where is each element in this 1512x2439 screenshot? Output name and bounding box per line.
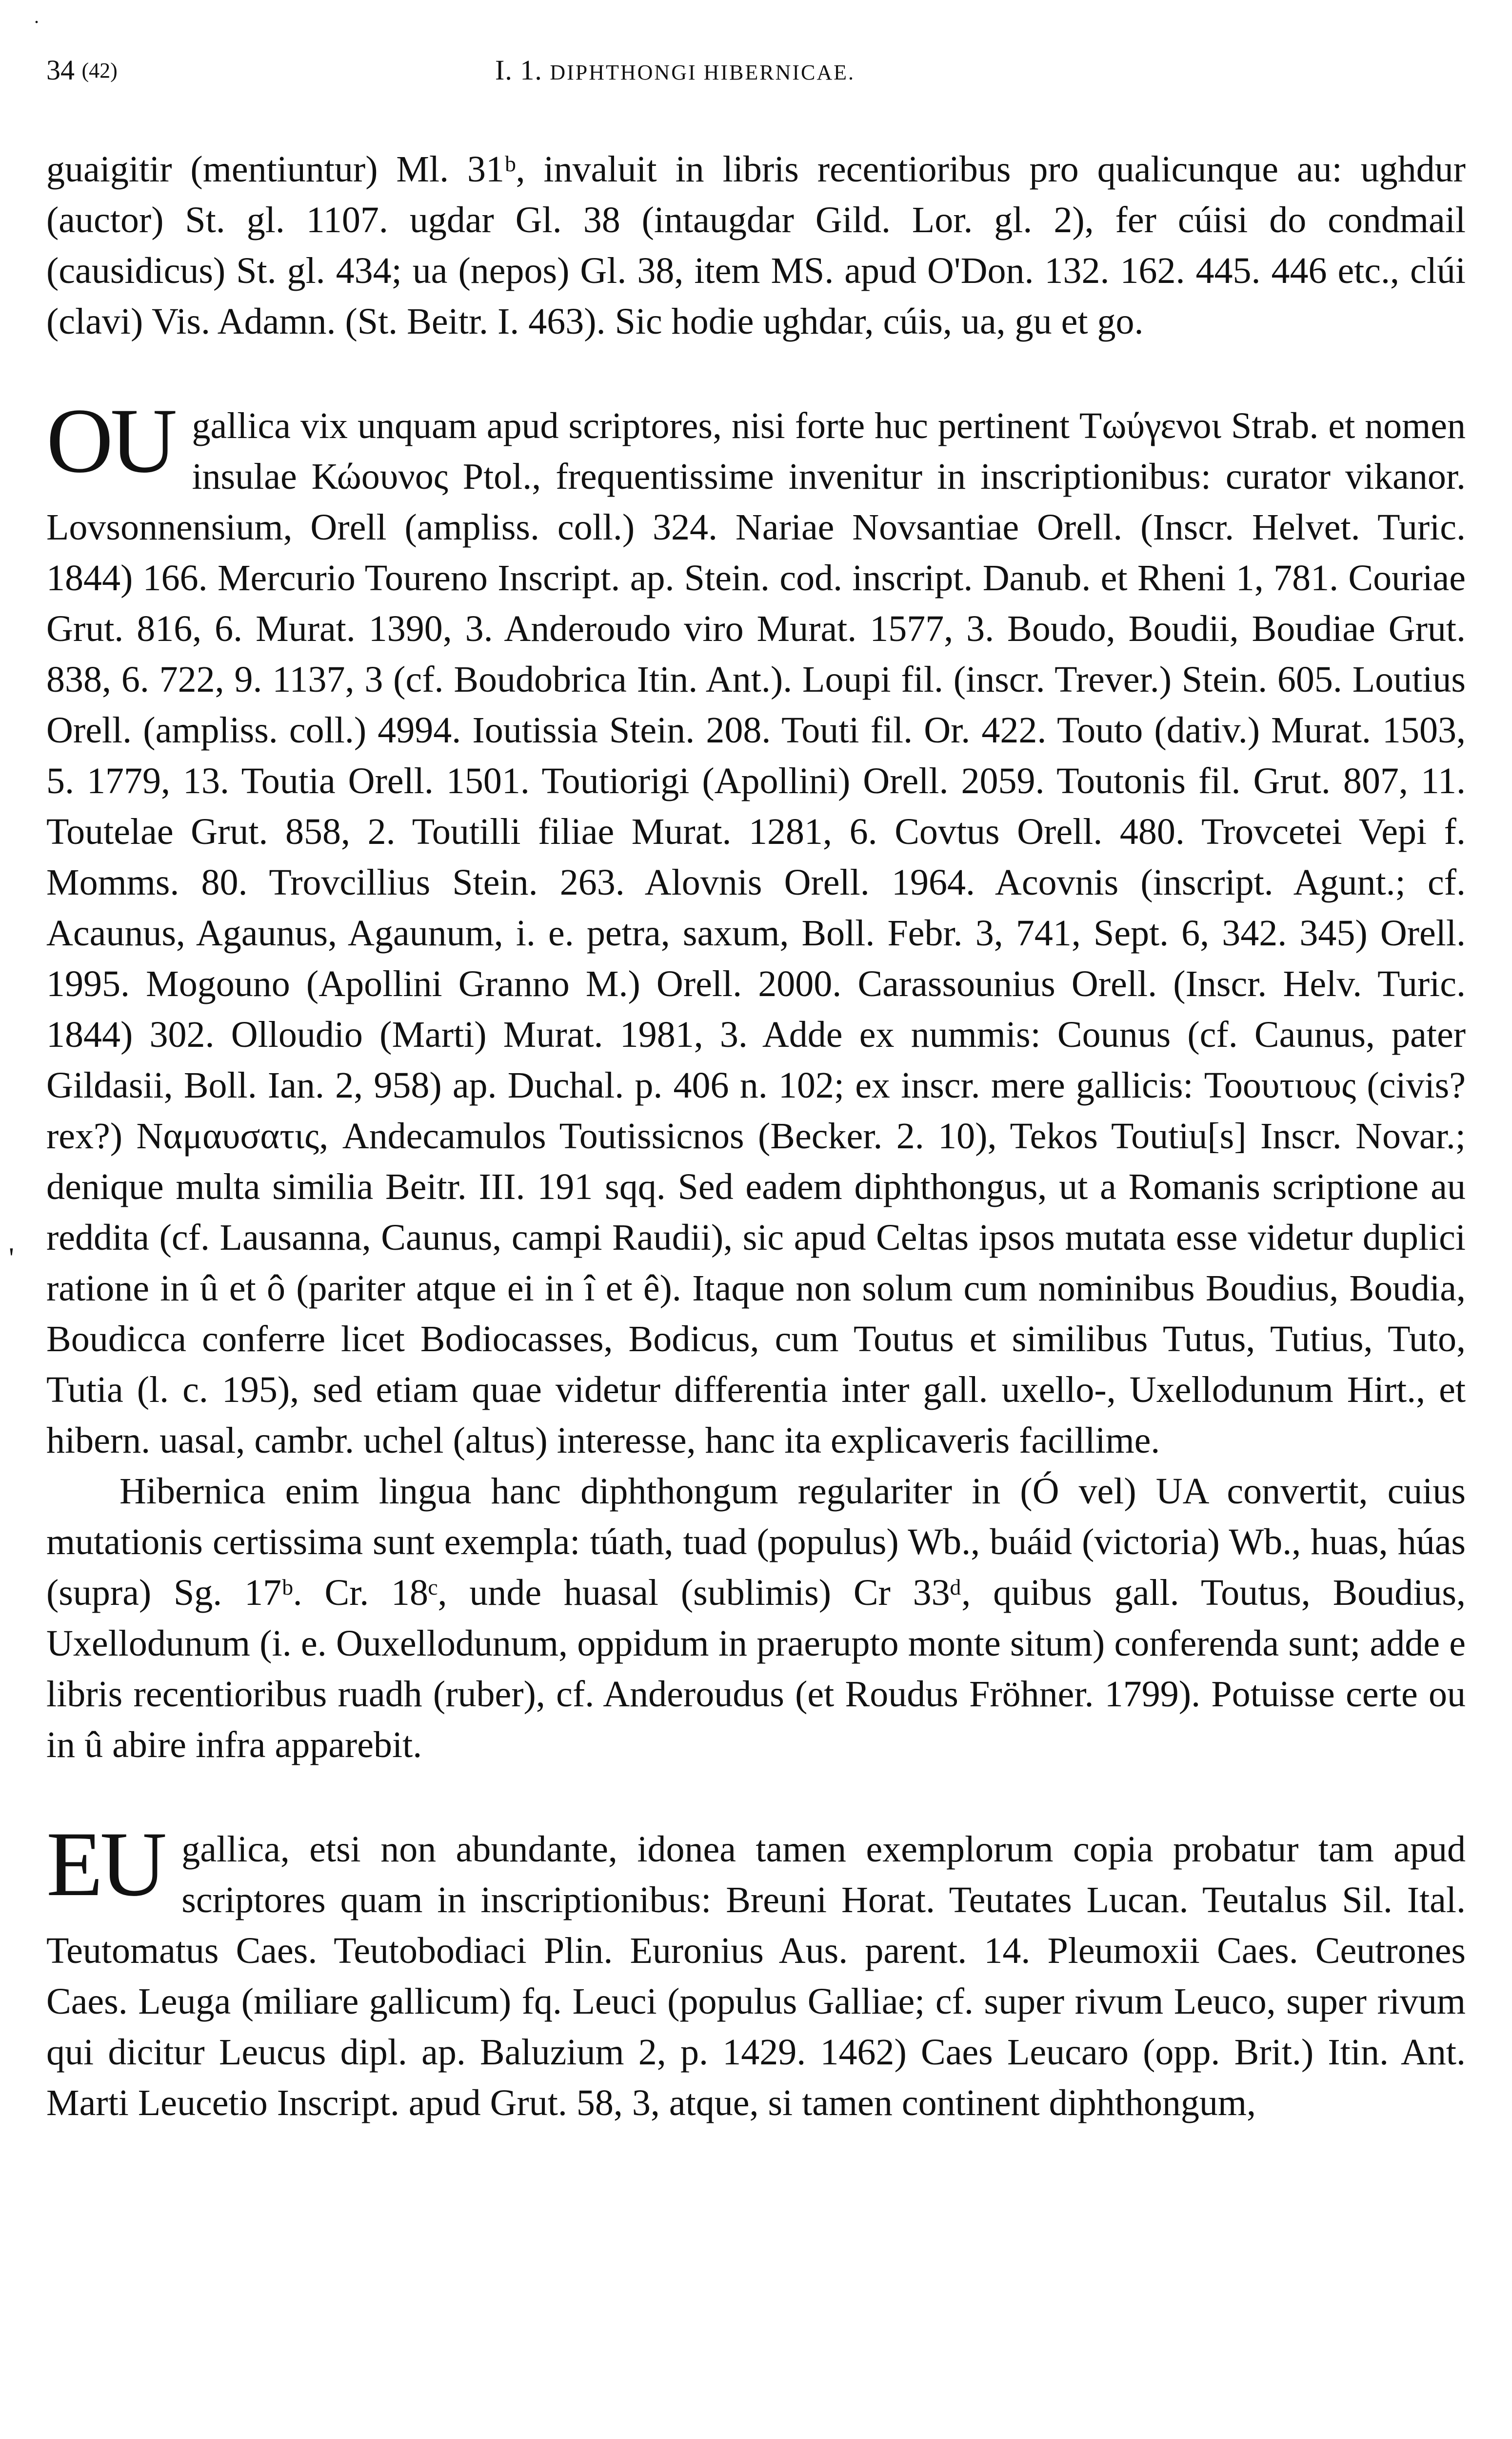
running-title xyxy=(495,54,855,86)
paragraph-eu: gallica, etsi non abundante, idonea tamen exemplorum copia probatur tam apud scriptores quam in inscriptionibus: Breuni Horat. Teutates Lucan. Teutalus Sil. Ital. Teutomatus Caes. Teutobodiaci Plin. Euronius Aus. parent. 14. Pleumoxii Caes. Ceutrones Caes. Leuga (miliare gallicum) fq. Leuci (populus Galliae; cf. super rivum Leuco, super rivum qui dicitur Leucus dipl. ap. Baluzium 2, p. 1429. 1462) Caes Leucaro (opp. Brit.) Itin. Ant. Marti Leucetio Inscript. apud Grut. 58, 3, atque, si tamen continent diphthongum, xyxy=(46,1829,1466,2123)
folio-number: 34 xyxy=(46,54,75,86)
paragraph-hibernica: Hibernica enim lingua hanc diphthongum regulariter in (Ó vel) UA convertit, cuius mutationis certissima sunt exempla: túath, tuad (populus) Wb., buáid (victoria) Wb., huas, húas (supra) Sg. 17ᵇ. Cr. 18ᶜ, unde huasal (sublimis) Cr 33ᵈ, quibus gall. Toutus, Boudius, Uxellodunum (i. e. Ouxellodunum, oppidum in praerupto monte situm) conferenda sunt; adde e libris recentioribus ruadh (ruber), cf. Anderoudus (et Roudus Fröhner. 1799). Potuisse certe ou in û abire infra apparebit. xyxy=(46,1471,1466,1765)
section-title: DIPHTHONGI HIBERNICAE. xyxy=(550,60,855,84)
folio-original-number: (42) xyxy=(81,59,118,82)
margin-dot: . xyxy=(34,5,39,27)
running-head xyxy=(46,54,1466,98)
section-ou xyxy=(46,390,1466,1466)
body-text xyxy=(46,144,1466,2128)
paragraph-au-continuation: guaigitir (mentiuntur) Ml. 31ᵇ, invaluit in libris recentioribus pro qualicunque au: ughdur (auctor) St. gl. 1107. ugdar Gl. 38 (intaugdar Gild. Lor. gl. 2), fer cúisi do condmail (causidicus) St. gl. 434; ua (nepos) Gl. 38, item MS. apud O'Don. 132. 162. 445. 446 etc., clúi (clavi) Vis. Adamn. (St. Beitr. I. 463). Sic hodie ughdar, cúis, ua, gu et go. xyxy=(46,149,1466,342)
section-number: I. 1. xyxy=(495,54,542,86)
dropcap-ou: OU xyxy=(46,390,175,492)
margin-tick: ' xyxy=(9,1242,14,1274)
paragraph-ou: gallica vix unquam apud scriptores, nisi forte huc pertinent Τωύγενοι Strab. et nomen insulae Κώουνος Ptol., frequentissime invenitur in inscriptionibus: curator vikanor. Lovsonnensium, Orell (ampliss. coll.) 324. Nariae Novsantiae Orell. (Inscr. Helvet. Turic. 1844) 166. Mercurio Toureno Inscript. ap. Stein. cod. inscript. Danub. et Rheni 1, 781. Couriae Grut. 816, 6. Murat. 1390, 3. Anderoudo viro Murat. 1577, 3. Boudo, Boudii, Boudiae Grut. 838, 6. 722, 9. 1137, 3 (cf. Boudobrica Itin. Ant.). Loupi fil. (inscr. Trever.) Stein. 605. Loutius Orell. (ampliss. coll.) 4994. Ioutissia Stein. 208. Touti fil. Or. 422. Touto (dativ.) Murat. 1503, 5. 1779, 13. Toutia Orell. 1501. Toutiorigi (Apollini) Orell. 2059. Toutonis fil. Grut. 807, 11. Toutelae Grut. 858, 2. Toutilli filiae Murat. 1281, 6. Covtus Orell. 480. Trovcetei Vepi f. Momms. 80. Trovcillius Stein. 263. Alovnis Orell. 1964. Acovnis (inscript. Agunt.; cf. Acaunus, Agaunus, Agaunum, i. e. petra, saxum, Boll. Febr. 3, 741, Sept. 6, 342. 345) Orell. 1995. Mogouno (Apollini Granno M.) Orell. 2000. Carassounius Orell. (Inscr. Helv. Turic. 1844) 302. Olloudio (Marti) Murat. 1981, 3. Adde ex nummis: Counus (cf. Caunus, pater Gildasii, Boll. Ian. 2, 958) ap. Duchal. p. 406 n. 102; ex inscr. mere gallicis: Τοουτιους (civis? rex?) Ναμαυσατις, Andecamulos Toutissicnos (Becker. 2. 10), Tekos Toutiu[s] Inscr. Novar.; denique multa similia Beitr. III. 191 sqq. Sed eadem diphthongus, ut a Romanis scriptione au reddita (cf. Lausanna, Caunus, campi Raudii), sic apud Celtas ipsos mutata esse videtur duplici ratione in û et ô (pariter atque ei in î et ê). Itaque non solum cum nominibus Boudius, Boudia, Boudicca conferre licet Bodiocasses, Bodicus, cum Toutus et similibus Tutus, Tutius, Tuto, Tutia (l. c. 195), sed etiam quae videtur differentia inter gall. uxello-, Uxellodunum Hirt., et hibern. uasal, cambr. uchel (altus) interesse, hanc ita explicaveris facillime. xyxy=(46,405,1466,1461)
section-eu xyxy=(46,1813,1466,2128)
page-number xyxy=(46,54,118,86)
dropcap-eu: EU xyxy=(46,1813,164,1916)
